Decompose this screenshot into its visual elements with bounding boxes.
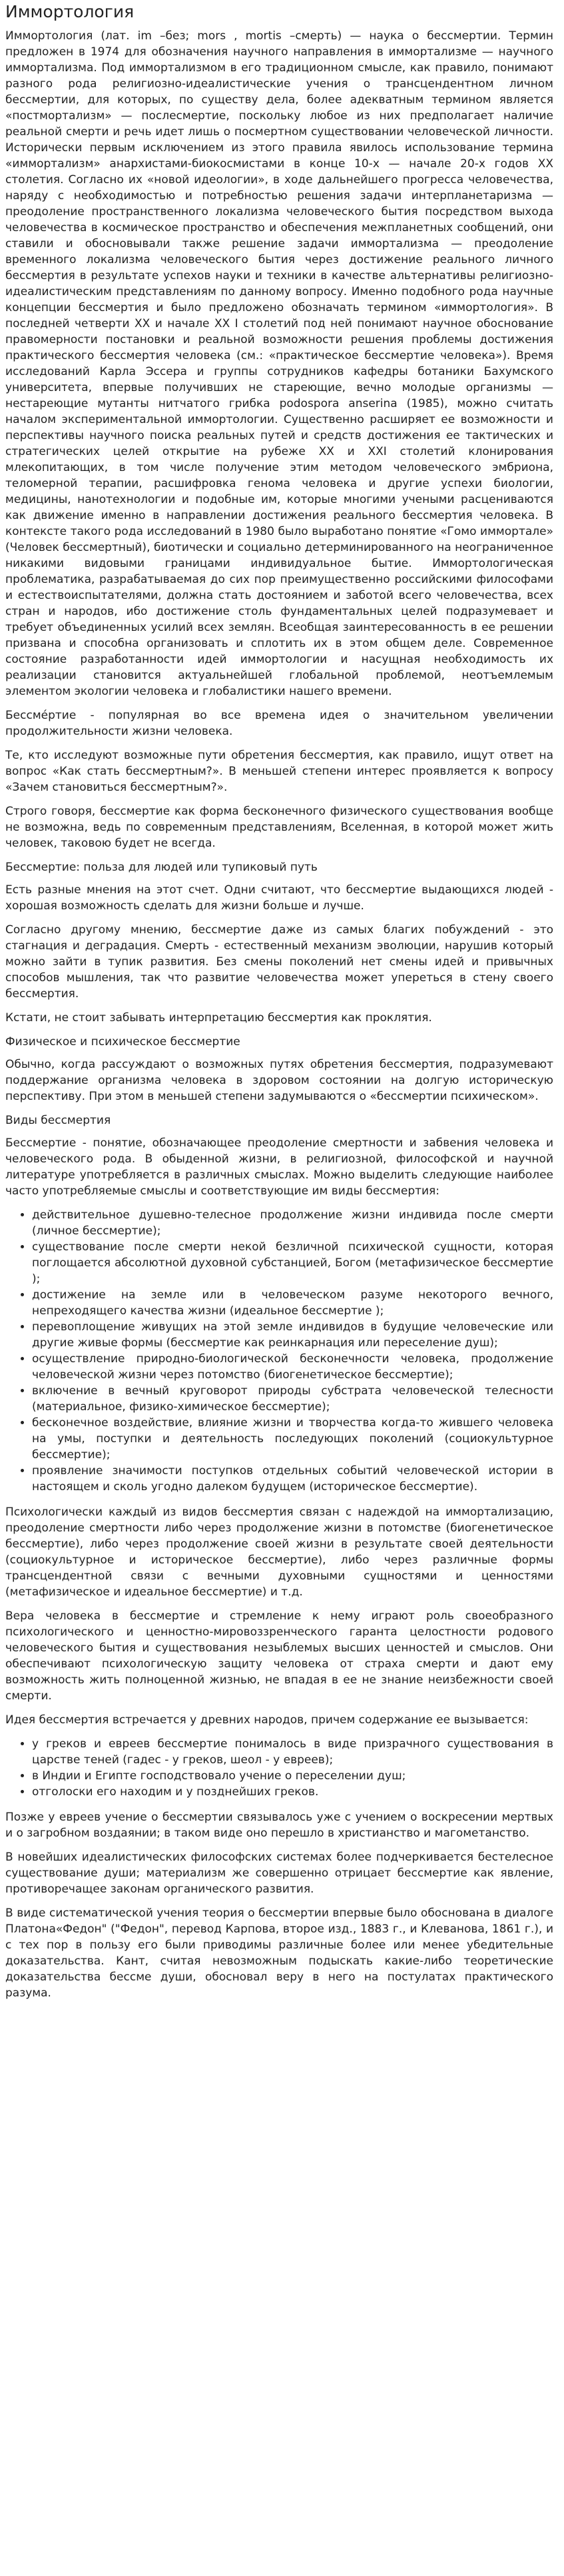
physics-paragraph: Строго говоря, бессмертие как форма бесконечного физического существования вообще не возможна, ведь по современным представлениям, Вселенная, в которой может жить человек, таковою будет не всегда. bbox=[5, 805, 553, 850]
jews-paragraph: Позже у евреев учение о бессмертии связывалось уже с учением о воскресении мертвых и о загробном воздаянии; в таком виде оно перешло в христианство и магометанство. bbox=[5, 1811, 553, 1840]
list-item: • включение в вечный круговорот природы субстрата человеческой телесности (материальное, физико-химическое бессмертие); bbox=[32, 1383, 553, 1415]
list-item: • осуществление природно-биологической бесконечности человека, продолжение человеческой жизни через потомство (биогенетическое бессмертие); bbox=[32, 1351, 553, 1383]
types-intro-paragraph: Бессмертие - понятие, обозначающее преодоление смертности и забвения человека и человеческого рода. В обыденной жизни, в религиозной, философской и научной литературе употребляется в различных смыслах. Можно выделить следующие наиболее часто употребляемые смыслы и соответствующие им виды бессмертия: bbox=[5, 1136, 553, 1198]
peoples-list bbox=[5, 1736, 553, 1800]
ancient-paragraph: Идея бессмертия встречается у древних народов, причем содержание ее вызывается: bbox=[5, 1713, 529, 1727]
idealism-paragraph: В новейших идеалистических философских системах более подчеркивается бестелесное существование души; материализм же совершенно отрицает бессмертие как явление, противоречащее законам органического развития. bbox=[5, 1851, 553, 1896]
physical-paragraph: Обычно, когда рассуждают о возможных путях обретения бессмертия, подразумевают поддержание организма человека в здоровом состоянии на долгую историческую перспективу. При этом в меньшей степени задумываются о «бессмертии психическом». bbox=[5, 1058, 553, 1103]
section-heading-types: Виды бессмертия bbox=[5, 1114, 111, 1127]
list-item: • у греков и евреев бессмертие понималось в виде призрачного существования в царстве теней (гадес - у греков, шеол - у евреев); bbox=[32, 1736, 553, 1768]
opinion-paragraph: Согласно другому мнению, бессмертие даже из самых благих побуждений - это стагнация и деградация. Смерть - естественный механизм эволюции, нарушив который можно зайти в тупик развития. Без смены поколений нет смены идей и привычных способов мышления, так что развитие человечества может упереться в стену своего бессмертия. bbox=[5, 923, 553, 1001]
list-item: • отголоски его находим и у позднейших греков. bbox=[32, 1784, 553, 1800]
question-paragraph: Те, кто исследуют возможные пути обретения бессмертия, как правило, ищут ответ на вопрос «Как стать бессмертным?». В меньшей степени интерес проявляется к вопросу «Зачем становиться бессмертным?». bbox=[5, 749, 553, 794]
page-title: Иммортология bbox=[5, 2, 135, 21]
opinion-paragraph: Есть разные мнения на этот счет. Одни считают, что бессмертие выдающихся людей - хорошая возможность сделать для жизни больше и лучше. bbox=[5, 883, 553, 913]
list-item: • действительное душевно-телесное продолжение жизни индивида после смерти (личное бессмертие); bbox=[32, 1207, 553, 1239]
list-item: • перевоплощение живущих на этой земле индивидов в будущие человеческие или другие живые формы (бессмертие как реинкарнация или переселение душ); bbox=[32, 1319, 553, 1351]
list-item: • достижение на земле или в человеческом разуме некоторого вечного, непреходящего качества жизни (идеальное бессмертие ); bbox=[32, 1287, 553, 1319]
list-item: • бесконечное воздействие, влияние жизни и творчества когда-то жившего человека на умы, поступки и деятельность последующих поколений (социокультурное бессмертие); bbox=[32, 1415, 553, 1463]
plato-paragraph: В виде систематической учения теория о бессмертии впервые было обоснована в диалоге Платона«Федон" ("Федон", перевод Карпова, второе изд., 1883 г., и Клеванова, 1861 г.), и с тех пор в пользу его были приводимы различные более или менее убедительные доказательства. Кант, считая невозможным подыскать какие-либо теоретические доказательства бессме души, обосновал веру в него на постулатах практического разума. bbox=[5, 1907, 553, 2000]
definition-paragraph: Бессмéртие - популярная во все времена идея о значительном увеличении продолжительности жизни человека. bbox=[5, 709, 553, 738]
section-heading-physical: Физическое и психическое бессмертие bbox=[5, 1035, 240, 1049]
faith-paragraph: Вера человека в бессмертие и стремление к нему играют роль своеобразного психологического и ценностно-мировоззренческого гаранта целостности родового человеческого бытия и существования незыблемых высших ценностей и смыслов. Они обеспечивают психологическую защиту человека от страха смерти и дают ему возможность жить полноценной жизнью, не впадая в ее не знание неизбежности своей смерти. bbox=[5, 1609, 553, 1703]
curse-paragraph: Кстати, не стоит забывать интерпретацию бессмертия как проклятия. bbox=[5, 1011, 432, 1025]
list-item: • проявление значимости поступков отдельных событий человеческой истории в настоящем и сколь угодно далеком будущем (историческое бессмертие). bbox=[32, 1463, 553, 1495]
types-list bbox=[5, 1207, 553, 1495]
list-item: • в Индии и Египте господствовало учение о переселении душ; bbox=[32, 1768, 553, 1784]
list-item: • существование после смерти некой безличной психической сущности, которая поглощается абсолютной духовной субстанцией, Богом (метафизическое бессмертие ); bbox=[32, 1239, 553, 1287]
psychology-paragraph: Психологически каждый из видов бессмертия связан с надеждой на иммортализацию, преодоление смертности либо через продолжение жизни в потомстве (биогенетическое бессмертие), либо через продолжение своей жизни в результате своей деятельности (социокультурное и историческое бессмертие), либо через различные формы трансцендентной связи с вечными духовными сущностями и ценностями (метафизическое и идеальное бессмертие) и т.д. bbox=[5, 1505, 553, 1599]
section-heading-benefit: Бессмертие: польза для людей или тупиковый путь bbox=[5, 861, 318, 874]
intro-paragraph: Иммортология (лат. im –без; mors , mortis –смерть) — наука о бессмертии. Термин предложен в 1974 для обозначения научного направления в иммортализме — научного иммортализма. Под иммортализмом в его традиционном смысле, как правило, понимают разного рода религиозно-идеалистические учения о трансцендентном личном бессмертии, для которых, по существу дела, более адекватным термином является «постмортализм» — послесмертие, поскольку любое из них предполагает наличие реальной смерти и речь идет лишь о посмертном существовании человеческой личности. Исторически первым исключением из этого правила явилось использование термина «иммортализм» анархистами-биокосмистами в конце 10-х — начале 20-х годов XX столетия. Согласно их «новой идеологии», в ходе дальнейшего прогресса человечества, наряду с необходимостью и потребностью решения задачи интерпланетаризма — преодоление пространственного локализма человеческого бытия посредством выхода человечества в космическое пространство и обеспечения межпланетных сообщений, они ставили и обосновывали также решение задачи иммортализма — преодоление временного локализма человеческого бытия через достижение реального личного бессмертия в результате успехов науки и техники в качестве альтернативы религиозно-идеалистическим представлениям по данному вопросу. Именно подобного рода научные концепции бессмертия и было предложено обозначать термином «иммортология». В последней четверти XX и начале XX I столетий под ней понимают научное обоснование правомерности постановки и реальной возможности решения проблемы достижения практического бессмертия человека (см.: «практическое бессмертие человека»). Время исследований Карла Эссера и группы сотрудников кафедры ботаники Бахумского университета, впервые получивших не стареющие, вечно молодые организмы — нестареющие мутанты нитчатого грибка podospora anserina (1985), можно считать началом экспериментальной иммортологии. Существенно расширяет ее возможности и перспективы научного поиска реальных путей и средств достижения ее тактических и стратегических целей открытие на рубеже XX и XXI столетий клонирования млекопитающих, в том числе получение этим методом человеческого эмбриона, теломерной терапии, расшифровка генома человека и другие успехи биологии, медицины, нанотехнологии и подобные им, которые многими учеными расцениваются как движение именно в направлении достижения реального бессмертия человека. В контексте такого рода исследований в 1980 было выработано понятие «Гомо иммортале» (Человек бессмертный), биотически и социально детерминированного на неограниченное никакими видовыми границами индивидуальное бытие. Иммортологическая проблематика, разрабатываемая до сих пор преимущественно российскими философами и естествоиспытателями, должна стать достоянием и заботой всего человечества, всех стран и народов, ибо достижение столь фундаментальных целей подразумевает и требует объединенных усилий всех землян. Всеобщая заинтересованность в ее решении призвана и способна организовать и сплотить их в этом общем деле. Современное состояние разработанности идей иммортологии и насущная необходимость их реализации становится актуальнейшей глобальной проблемой, неотъемлемым элементом экологии человека и глобалистики нашего времени. bbox=[5, 29, 553, 698]
